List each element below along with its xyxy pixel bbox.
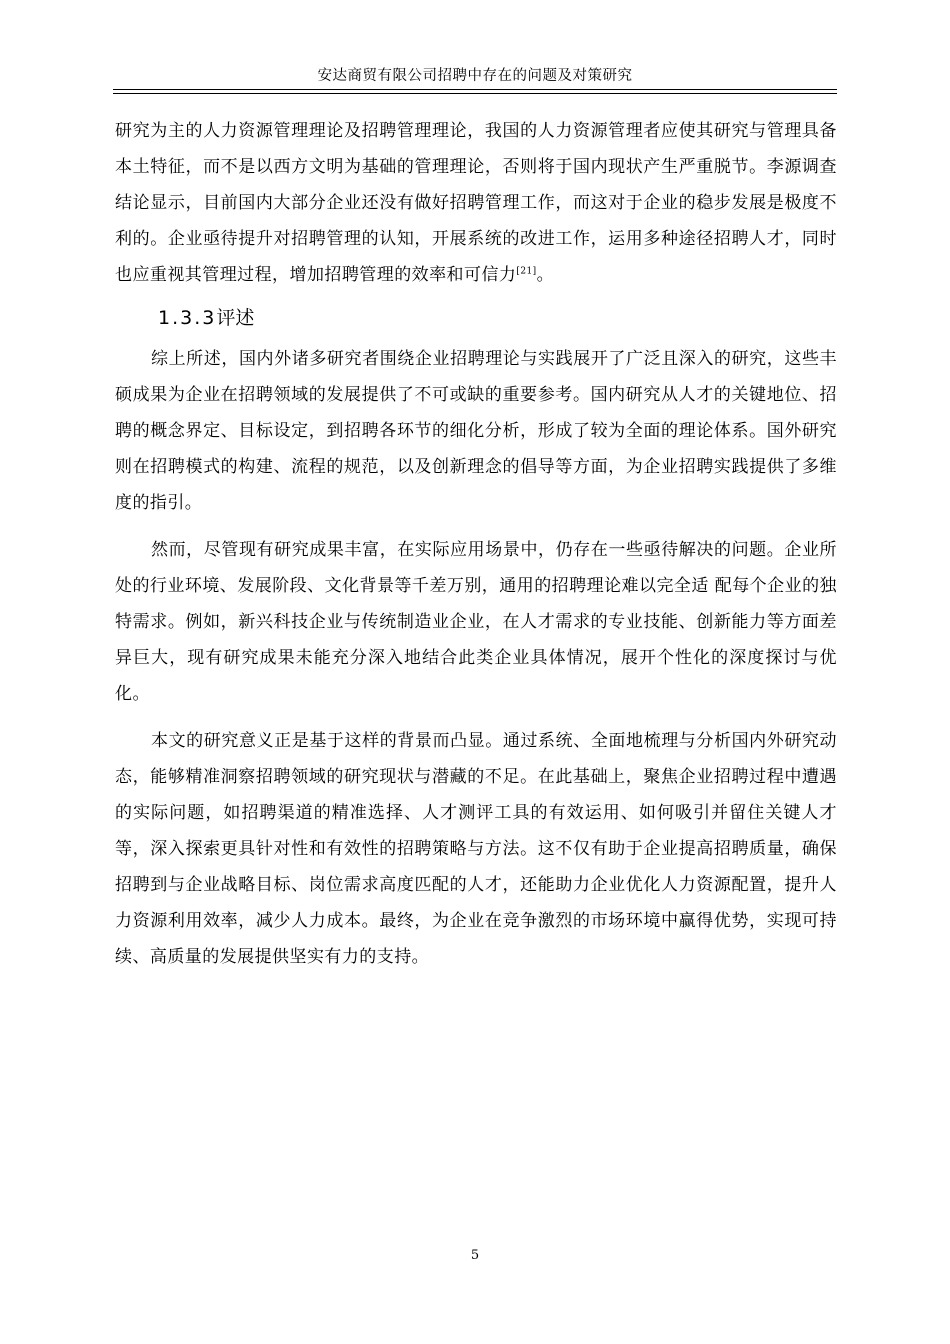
paragraph-significance: 本文的研究意义正是基于这样的背景而凸显。通过系统、全面地梳理与分析国内外研究动态，能够精准洞察招聘领域的研究现状与潜藏的不足。在此基础上，聚焦企业招聘过程中遭遇的实际问题，如招聘渠道的精准选择、人才测评工具的有效运用、如何吸引并留住关键人才等，深入探索更具针对性和有效性的招聘策略与方法。这不仅有助于企业提高招聘质量，确保招聘到与企业战略目标、岗位需求高度匹配的人才，还能助力企业优化人力资源配置，提升人力资源利用效率，减少人力成本。最终，为企业在竞争激烈的市场环境中赢得优势，实现可持续、高质量的发展提供坚实有力的支持。 bbox=[115, 731, 837, 967]
citation-marker: [21] bbox=[516, 266, 537, 277]
header-rule-thin bbox=[113, 93, 837, 94]
paragraph-summary: 综上所述，国内外诸多研究者围绕企业招聘理论与实践展开了广泛且深入的研究，这些丰硕成果为企业在招聘领域的发展提供了不可或缺的重要参考。国内研究从人才的关键地位、招聘的概念界定、目标设定，到招聘各环节的细化分析，形成了较为全面的理论体系。国外研究则在招聘模式的构建、流程的规范，以及创新理念的倡导等方面，为企业招聘实践提供了多维度的指引。 bbox=[115, 349, 837, 513]
running-header-title: 安达商贸有限公司招聘中存在的问题及对策研究 bbox=[317, 68, 633, 84]
header-rule-thick bbox=[113, 89, 837, 90]
section-title: 评述 bbox=[216, 307, 255, 329]
paragraph-continued bbox=[115, 113, 837, 293]
paragraph-continued-end: 。 bbox=[536, 265, 555, 285]
section-heading bbox=[115, 301, 837, 335]
page-number: 5 bbox=[470, 1248, 480, 1263]
page-body bbox=[115, 113, 837, 975]
paragraph-continued-text: 研究为主的人力资源管理理论及招聘管理理论，我国的人力资源管理者应使其研究与管理具备本土特征，而不是以西方文明为基础的管理理论，否则将于国内现状产生严重脱节。李源调查结论显示，目前国内大部分企业还没有做好招聘管理工作，而这对于企业的稳步发展是极度不利的。企业亟待提升对招聘管理的认知，开展系统的改进工作，运用多种途径招聘人才，同时也应重视其管理过程，增加招聘管理的效率和可信力 bbox=[115, 121, 837, 285]
paragraph-problems: 然而，尽管现有研究成果丰富，在实际应用场景中，仍存在一些亟待解决的问题。企业所处的行业环境、发展阶段、文化背景等千差万别，通用的招聘理论难以完全适 配每个企业的独特需求。例如，新兴科技企业与传统制造业企业，在人才需求的专业技能、创新能力等方面差异巨大，现有研究成果未能充分深入地结合此类企业具体情况，展开个性化的深度探讨与优化。 bbox=[115, 540, 837, 704]
section-number: 1.3.3 bbox=[158, 307, 217, 329]
